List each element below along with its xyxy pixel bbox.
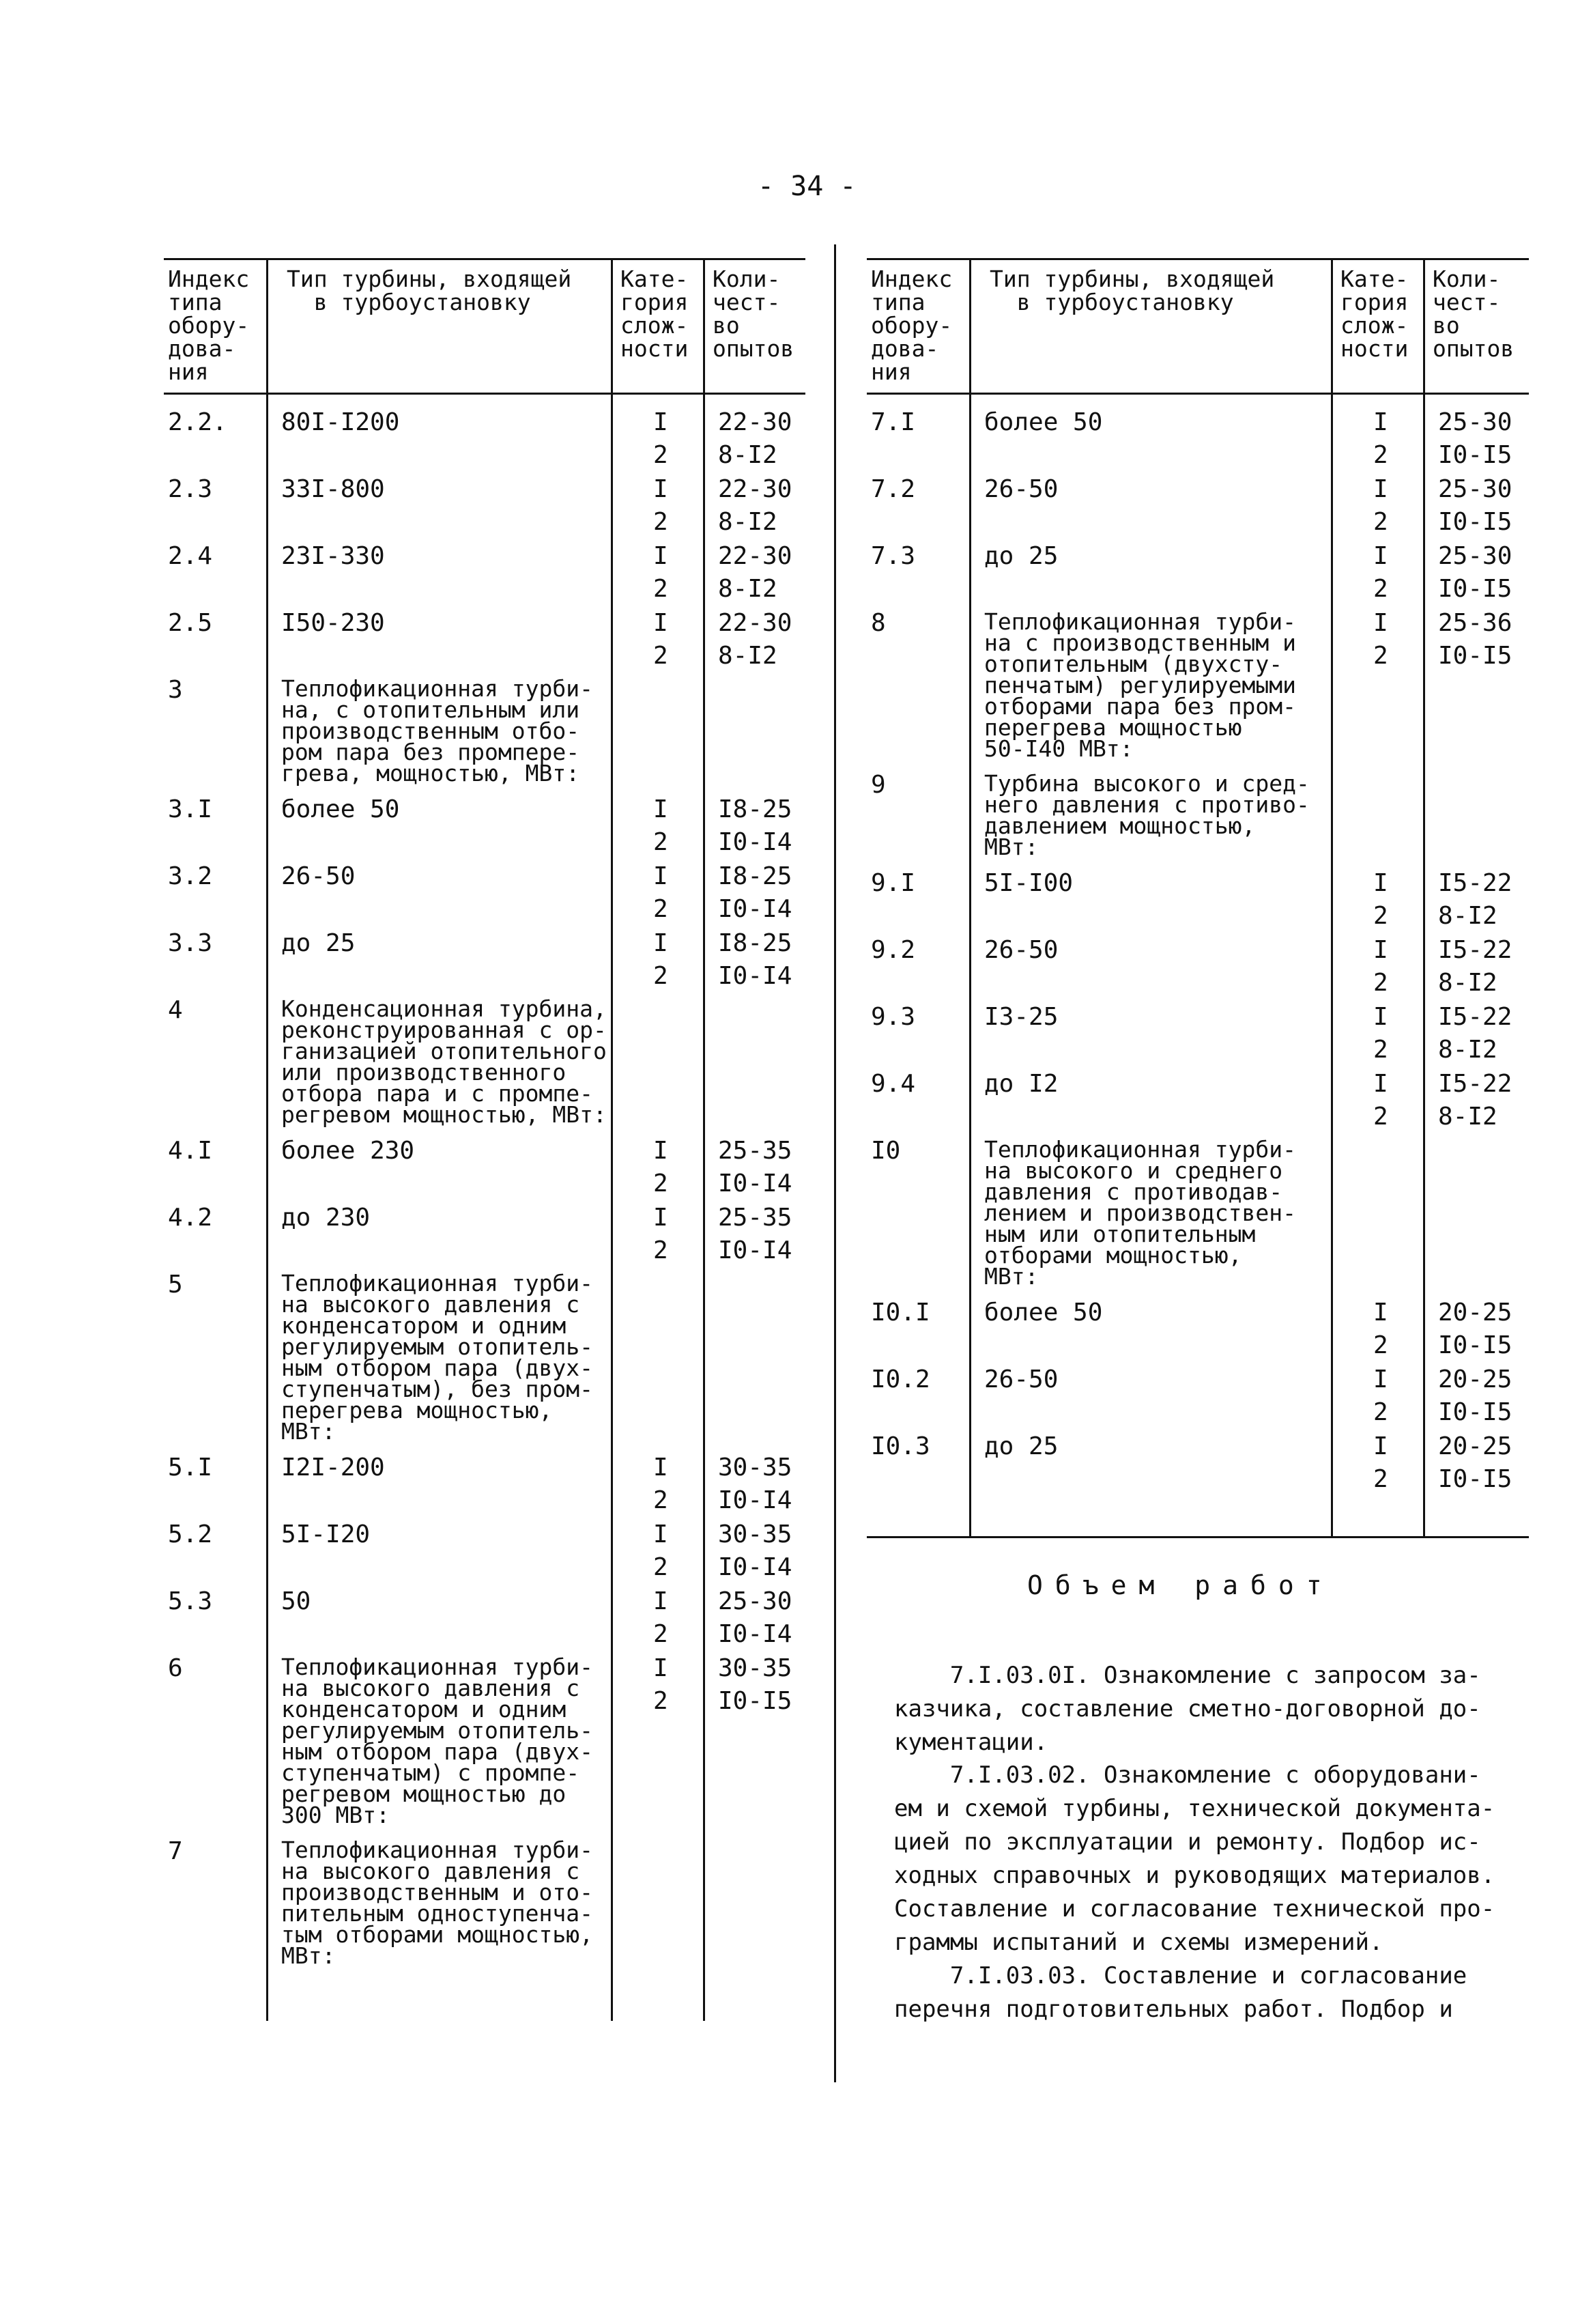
row-category: I [653, 862, 668, 890]
row-category: I [653, 475, 668, 503]
row-count: 8-I2 [1438, 1036, 1497, 1064]
row-category: I [1373, 1299, 1388, 1327]
row-category: 2 [1373, 508, 1388, 536]
row-category: 2 [653, 1170, 668, 1198]
row-category: I [1373, 1432, 1388, 1460]
row-count: 25-30 [718, 1587, 792, 1615]
row-category: I [653, 408, 668, 436]
row-category: 2 [1373, 1036, 1388, 1064]
row-description: Теплофикационная турби- на высокого и среднего давления с противодав- лением и производствен- ным или отопительным отборами мощностью, МВт: [984, 1136, 1296, 1290]
row-count: I5-22 [1438, 936, 1512, 964]
row-index: 7 [168, 1837, 183, 1865]
row-count: 8-I2 [1438, 1103, 1497, 1131]
row-count: 22-30 [718, 408, 792, 436]
row-count: 30-35 [718, 1654, 792, 1682]
row-category: I [653, 929, 668, 957]
row-count: I0-I4 [718, 828, 792, 856]
row-count: I0-I5 [1438, 1331, 1512, 1359]
row-count: 30-35 [718, 1520, 792, 1548]
row-turbine-type: 50 [281, 1587, 311, 1615]
row-count: I0-I5 [1438, 508, 1512, 536]
row-turbine-type: I3-25 [984, 1003, 1059, 1031]
header-turbine-type: Тип турбины, входящей в турбоустановку [287, 266, 572, 315]
row-category: I [653, 542, 668, 570]
row-count: 8-I2 [718, 575, 777, 603]
row-description: Теплофикационная турби- на высокого давления с конденсатором и одним регулируемым отопитель- ным отбором пара (двух- ступенчатым) с промпе- регревом мощностью до 300 МВт: [281, 1654, 593, 1828]
row-count: 22-30 [718, 542, 792, 570]
row-count: 25-30 [1438, 542, 1512, 570]
row-category: I [653, 1654, 668, 1682]
row-count: 25-30 [1438, 475, 1512, 503]
row-category: 2 [1373, 642, 1388, 670]
row-category: I [1373, 542, 1388, 570]
row-index: 6 [168, 1654, 183, 1682]
row-category: 2 [1373, 902, 1388, 930]
row-turbine-type: до 230 [281, 1204, 371, 1232]
row-count: 8-I2 [718, 642, 777, 670]
row-count: 20-25 [1438, 1432, 1512, 1460]
table-column-divider [266, 258, 268, 2021]
row-category: I [1373, 609, 1388, 637]
row-category: 2 [1373, 969, 1388, 997]
row-category: I [653, 1137, 668, 1165]
row-index: 5.3 [168, 1587, 213, 1615]
row-description: Теплофикационная турби- на, с отопительным или производственным отбо- ром пара без промпере- грева, мощностью, МВт: [281, 675, 593, 787]
row-turbine-type: более 50 [984, 1299, 1103, 1327]
row-category: I [1373, 1003, 1388, 1031]
row-count: I0-I4 [718, 1486, 792, 1514]
row-category: 2 [653, 441, 668, 469]
row-count: I0-I5 [1438, 1398, 1512, 1426]
row-category: I [1373, 936, 1388, 964]
table-outer-divider [834, 244, 836, 2082]
row-turbine-type: более 50 [281, 795, 400, 823]
row-category: 2 [1373, 575, 1388, 603]
row-index: 2.2. [168, 408, 227, 436]
row-index: 7.2 [871, 475, 916, 503]
row-category: 2 [653, 1236, 668, 1264]
table-column-divider [611, 258, 613, 2021]
table-column-divider [703, 258, 705, 2021]
row-count: 25-30 [1438, 408, 1512, 436]
row-category: 2 [1373, 1465, 1388, 1493]
row-category: I [1373, 1070, 1388, 1098]
header-turbine-type: Тип турбины, входящей в турбоустановку [990, 266, 1275, 315]
row-turbine-type: I50-230 [281, 609, 385, 637]
row-turbine-type: 26-50 [984, 1365, 1059, 1393]
row-description: Теплофикационная турби- на высокого давления с производственным и ото- пительным одноступенча- тым отборами мощностью, МВт: [281, 1837, 593, 1969]
row-category: 2 [653, 642, 668, 670]
row-category: I [1373, 869, 1388, 897]
header-category: Кате- гория слож- ности [620, 266, 689, 362]
row-count: 20-25 [1438, 1365, 1512, 1393]
row-turbine-type: 5I-I00 [984, 869, 1074, 897]
row-category: I [653, 609, 668, 637]
row-turbine-type: более 50 [984, 408, 1103, 436]
row-count: 22-30 [718, 475, 792, 503]
row-description: Теплофикационная турби- на высокого давления с конденсатором и одним регулируемым отопитель- ным отбором пара (двух- ступенчатым), без пром- перегрева мощностью, МВт: [281, 1270, 593, 1445]
header-index: Индекс типа обору- дова- ния [871, 266, 953, 385]
table-bottom-border [867, 1536, 1529, 1538]
row-turbine-type: более 230 [281, 1137, 415, 1165]
row-count: I0-I4 [718, 1620, 792, 1648]
row-count: I5-22 [1438, 1003, 1512, 1031]
row-category: I [1373, 1365, 1388, 1393]
row-index: 3 [168, 676, 183, 704]
row-index: 3.2 [168, 862, 213, 890]
row-turbine-type: I2I-200 [281, 1454, 385, 1482]
header-count: Коли- чест- во опытов [1433, 266, 1515, 362]
table-column-divider [1423, 258, 1425, 1536]
row-count: I8-25 [718, 929, 792, 957]
row-category: I [1373, 475, 1388, 503]
row-index: 5.I [168, 1454, 213, 1482]
row-index: 2.3 [168, 475, 213, 503]
row-count: I0-I4 [718, 962, 792, 990]
table-top-border [164, 258, 805, 260]
row-count: 25-35 [718, 1137, 792, 1165]
row-category: I [653, 1454, 668, 1482]
row-index: I0.I [871, 1299, 930, 1327]
paragraph-3: 7.I.03.03. Составление и согласование перечня подготовительных работ. Подбор и [894, 1962, 1467, 2023]
row-count: 20-25 [1438, 1299, 1512, 1327]
row-index: 3.3 [168, 929, 213, 957]
row-count: I0-I4 [718, 1170, 792, 1198]
row-category: I [653, 1520, 668, 1548]
paragraph-1: 7.I.03.0I. Ознакомление с запросом за- казчика, составление сметно-договорной до- кументации. [894, 1662, 1481, 1756]
row-index: 9 [871, 771, 886, 799]
row-category: I [653, 1587, 668, 1615]
row-category: 2 [653, 508, 668, 536]
header-category: Кате- гория слож- ности [1340, 266, 1409, 362]
row-index: 8 [871, 609, 886, 637]
row-category: 2 [1373, 1398, 1388, 1426]
row-count: I0-I4 [718, 1236, 792, 1264]
row-turbine-type: 26-50 [984, 475, 1059, 503]
row-category: 2 [653, 895, 668, 923]
row-count: 8-I2 [1438, 902, 1497, 930]
row-category: 2 [653, 1486, 668, 1514]
row-category: 2 [653, 962, 668, 990]
row-count: I8-25 [718, 795, 792, 823]
row-index: 9.4 [871, 1070, 916, 1098]
table-top-border [867, 258, 1529, 260]
row-description: Турбина высокого и сред- него давления с противо- давлением мощностью, МВт: [984, 770, 1310, 860]
row-category: 2 [653, 828, 668, 856]
header-count: Коли- чест- во опытов [713, 266, 794, 362]
row-index: 7.I [871, 408, 916, 436]
section-title: Объем работ [1027, 1570, 1334, 1600]
row-count: I8-25 [718, 862, 792, 890]
paragraph-2: 7.I.03.02. Ознакомление с оборудовани- ем и схемой турбины, технической документа- цией по эксплуатации и ремонту. Подбор ис- ходных справочных и руководящих материалов. Составление и согласование технической про- граммы испытаний и схемы измерений. [894, 1761, 1495, 1956]
row-index: 7.3 [871, 542, 916, 570]
row-turbine-type: 23I-330 [281, 542, 385, 570]
row-count: I0-I5 [1438, 441, 1512, 469]
row-category: 2 [653, 1620, 668, 1648]
row-category: I [653, 1204, 668, 1232]
row-count: 30-35 [718, 1454, 792, 1482]
row-turbine-type: 5I-I20 [281, 1520, 371, 1548]
row-index: I0.3 [871, 1432, 930, 1460]
row-category: 2 [653, 1553, 668, 1581]
row-turbine-type: до 25 [984, 1432, 1059, 1460]
table-column-divider [969, 258, 971, 1536]
row-index: I0.2 [871, 1365, 930, 1393]
row-category: 2 [653, 1687, 668, 1715]
row-category: 2 [1373, 1331, 1388, 1359]
row-count: 8-I2 [718, 441, 777, 469]
row-count: 25-35 [718, 1204, 792, 1232]
row-turbine-type: 26-50 [984, 936, 1059, 964]
row-index: 3.I [168, 795, 213, 823]
row-index: 2.5 [168, 609, 213, 637]
row-category: 2 [653, 575, 668, 603]
row-index: 4.2 [168, 1204, 213, 1232]
row-index: 9.2 [871, 936, 916, 964]
row-count: 8-I2 [718, 508, 777, 536]
row-description: Теплофикационная турби- на с производственным и отопительным (двухсту- пенчатым) регулируемыми отборами пара без пром- перегрева мощностью 50-I40 МВт: [984, 608, 1296, 762]
row-turbine-type: до 25 [984, 542, 1059, 570]
row-turbine-type: до I2 [984, 1070, 1059, 1098]
row-index: 5.2 [168, 1520, 213, 1548]
row-count: I0-I5 [718, 1687, 792, 1715]
table-column-divider [1331, 258, 1333, 1536]
row-index: 9.I [871, 869, 916, 897]
table-header-border [164, 393, 805, 395]
row-turbine-type: 33I-800 [281, 475, 385, 503]
row-count: 22-30 [718, 609, 792, 637]
row-category: I [653, 795, 668, 823]
row-index: 2.4 [168, 542, 213, 570]
table-header-border [867, 393, 1529, 395]
row-count: I0-I5 [1438, 1465, 1512, 1493]
row-turbine-type: 80I-I200 [281, 408, 400, 436]
row-count: I0-I4 [718, 895, 792, 923]
row-index: 4 [168, 996, 183, 1024]
row-count: I5-22 [1438, 869, 1512, 897]
row-turbine-type: до 25 [281, 929, 356, 957]
row-category: 2 [1373, 1103, 1388, 1131]
row-index: 4.I [168, 1137, 213, 1165]
row-turbine-type: 26-50 [281, 862, 356, 890]
row-count: I0-I4 [718, 1553, 792, 1581]
header-index: Индекс типа обору- дова- ния [168, 266, 250, 385]
row-category: 2 [1373, 441, 1388, 469]
row-index: 9.3 [871, 1003, 916, 1031]
row-count: I0-I5 [1438, 642, 1512, 670]
row-index: I0 [871, 1137, 901, 1165]
page-number: - 34 - [758, 171, 857, 202]
row-count: 25-36 [1438, 609, 1512, 637]
row-count: I5-22 [1438, 1070, 1512, 1098]
row-category: I [1373, 408, 1388, 436]
row-description: Конденсационная турбина, реконструированная с ор- ганизацией отопительного или производственного отбора пара и с промпе- регревом мощностью, МВт: [281, 995, 607, 1128]
row-count: 8-I2 [1438, 969, 1497, 997]
row-index: 5 [168, 1271, 183, 1299]
row-count: I0-I5 [1438, 575, 1512, 603]
